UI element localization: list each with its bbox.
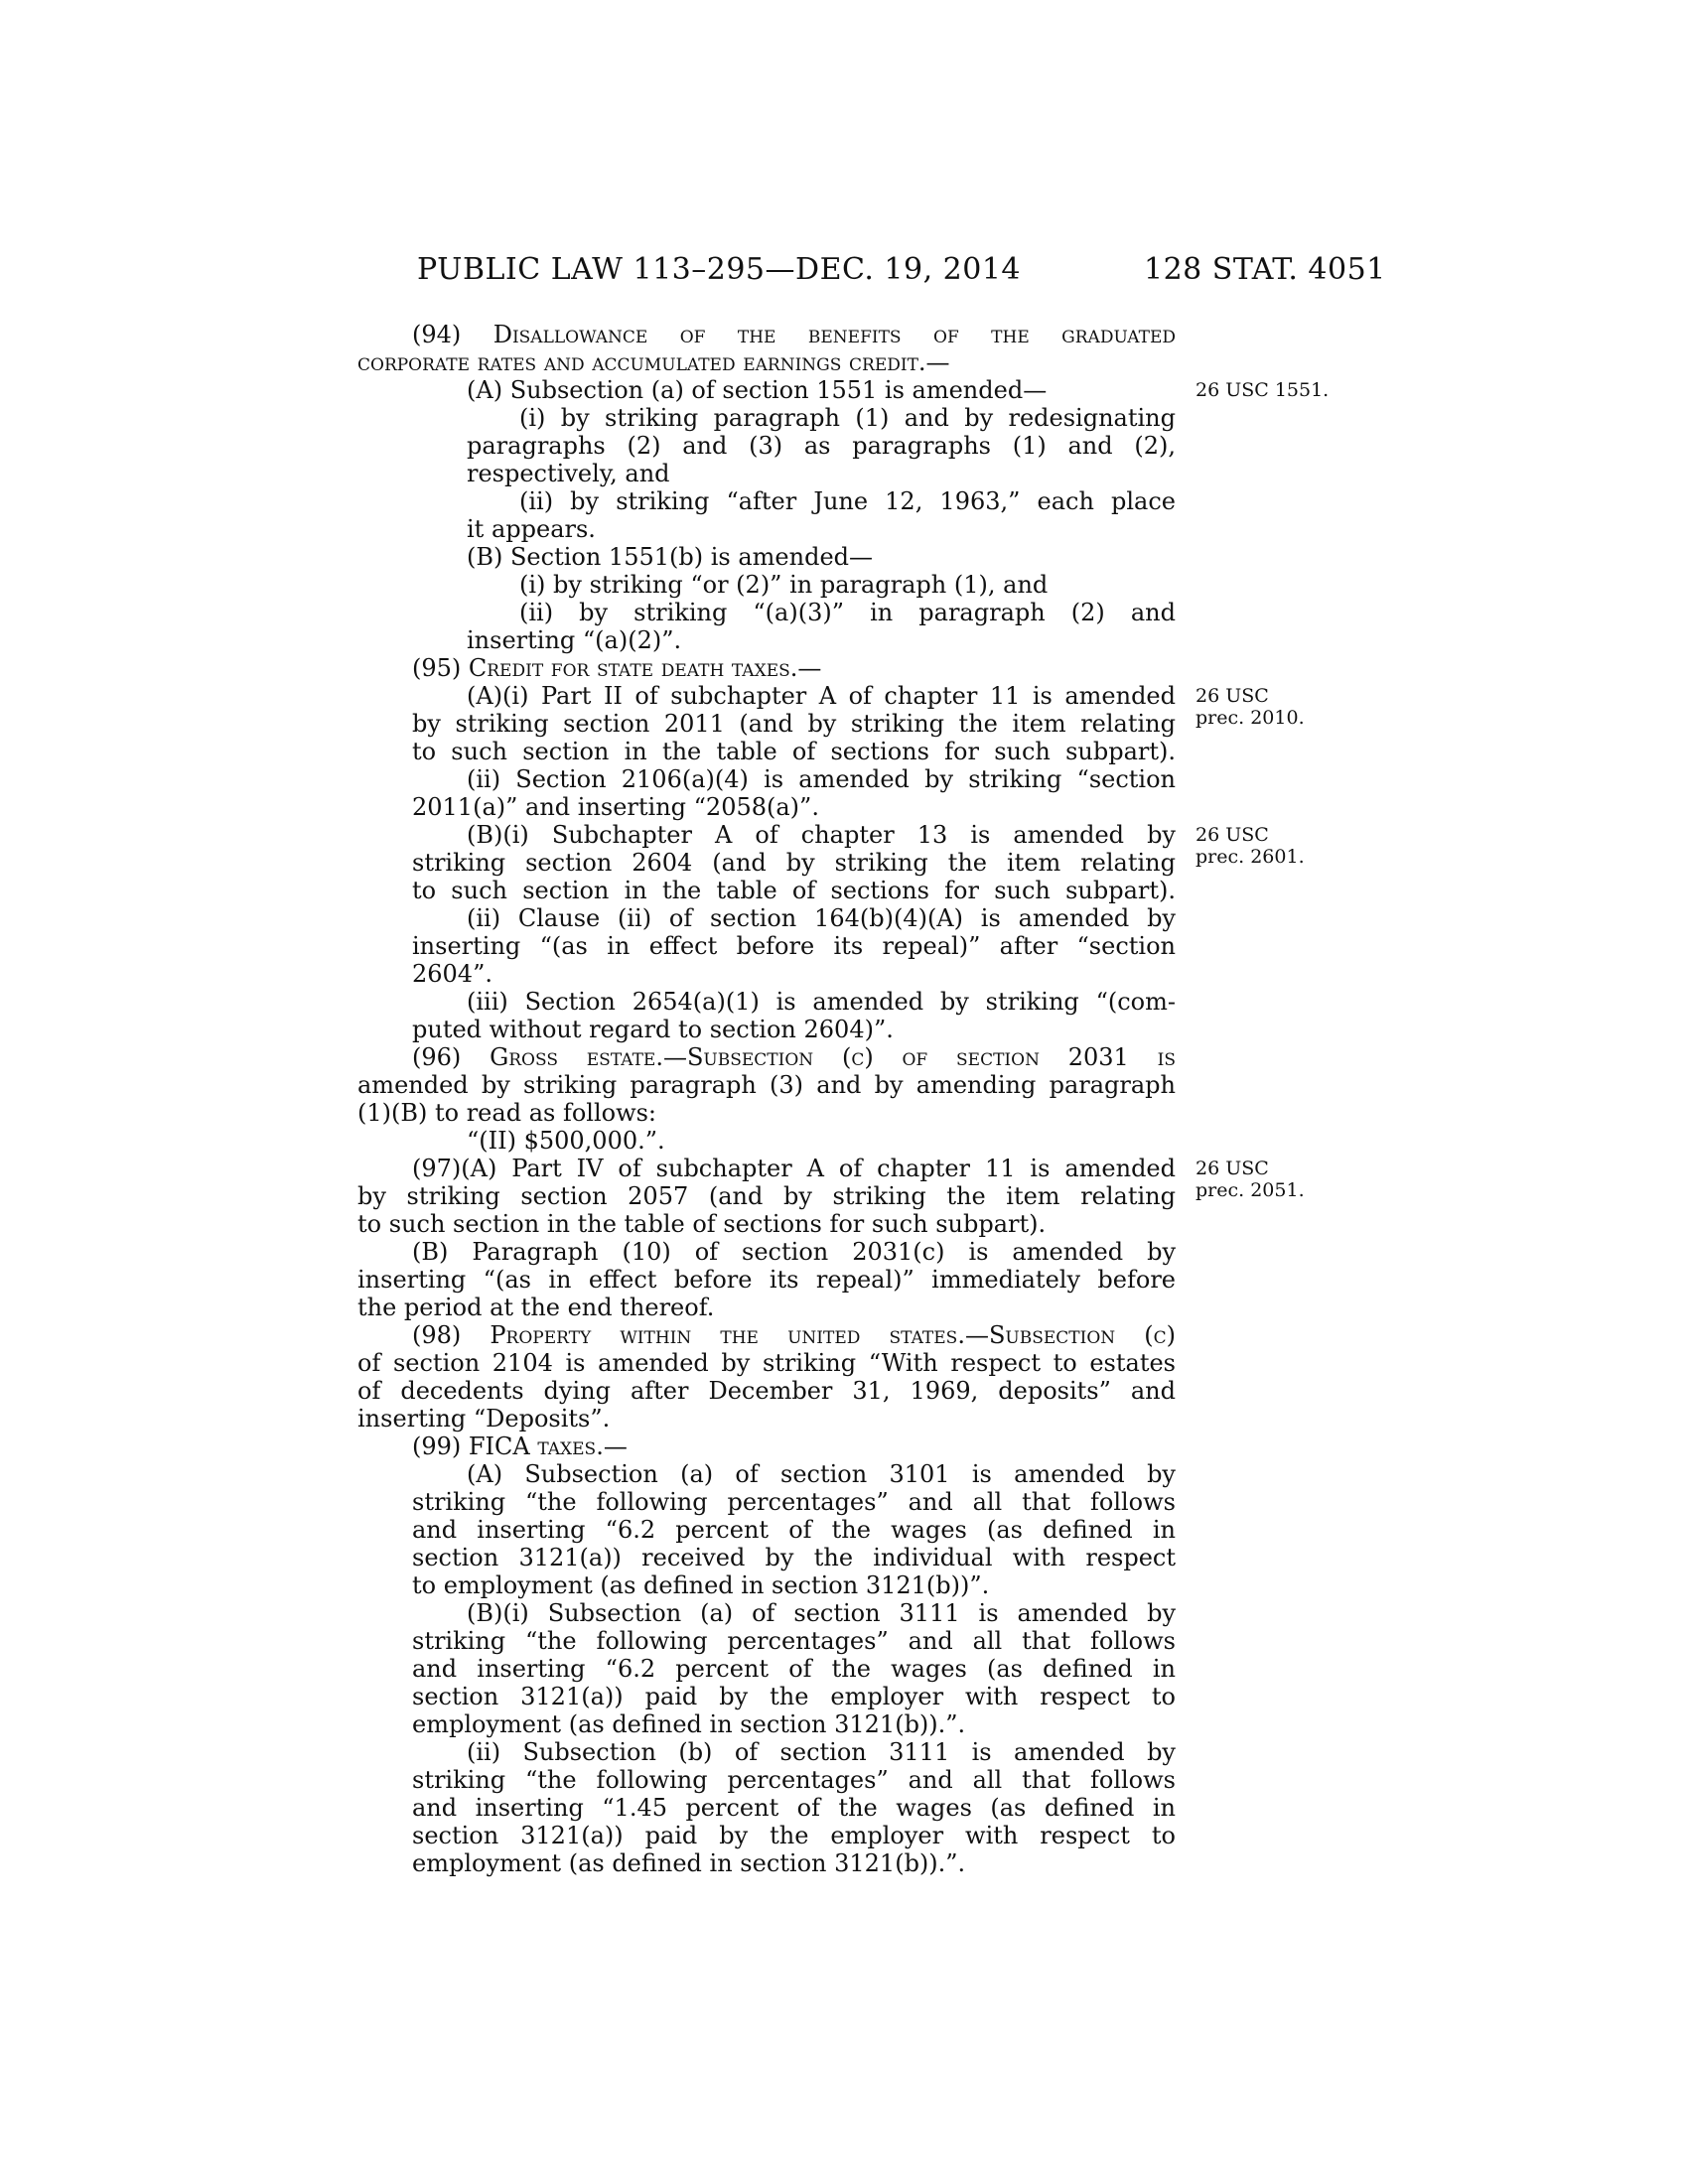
body-line: striking section 2604 (and by striking the item relating (412, 849, 1176, 877)
body-line: (ii) Subsection (b) of section 3111 is amended by (467, 1738, 1176, 1766)
body-line: by striking section 2057 (and by striking the item relating (357, 1182, 1176, 1210)
body-line: of section 2104 is amended by striking “With respect to estates (357, 1349, 1176, 1377)
body-line: section 3121(a)) received by the individual with respect (412, 1544, 1176, 1571)
body-line: (A) Subsection (a) of section 3101 is amended by (467, 1460, 1176, 1488)
body-line: (99) FICA taxes.— (412, 1433, 628, 1460)
body-line: (ii) Section 2106(a)(4) is amended by striking “section (467, 765, 1176, 793)
body-line: respectively, and (467, 460, 670, 487)
body-line: inserting “(as in effect before its repeal)” after “section (412, 932, 1176, 960)
body-line: amended by striking paragraph (3) and by amending paragraph (357, 1071, 1176, 1099)
body-line: (94) Disallowance of the benefits of the graduated (412, 321, 1176, 348)
body-line: paragraphs (2) and (3) as paragraphs (1) and (2), (467, 432, 1176, 460)
body-line: (B) Paragraph (10) of section 2031(c) is amended by (412, 1238, 1176, 1266)
body-line: to such section in the table of sections for such subpart). (412, 877, 1176, 904)
body-line: striking “the following percentages” and all that follows (412, 1766, 1176, 1794)
body-line: (1)(B) to read as follows: (357, 1099, 657, 1127)
margin-citation: prec. 2010. (1196, 707, 1305, 729)
margin-citation: 26 USC (1196, 824, 1269, 846)
body-line: inserting “(a)(2)”. (467, 626, 682, 654)
body-line: (ii) by striking “after June 12, 1963,” each place (519, 487, 1176, 515)
statute-page-number: 128 STAT. 4051 (1144, 252, 1386, 287)
margin-citation: prec. 2601. (1196, 846, 1305, 868)
body-line: (B)(i) Subsection (a) of section 3111 is amended by (467, 1599, 1176, 1627)
body-line: 2011(a)” and inserting “2058(a)”. (412, 793, 819, 821)
body-line: (96) Gross estate.—Subsection (c) of section 2031 is (412, 1043, 1176, 1071)
body-line: (iii) Section 2654(a)(1) is amended by striking “(com- (467, 988, 1176, 1016)
running-head-title: PUBLIC LAW 113–295—DEC. 19, 2014 (417, 252, 1022, 287)
body-line: (A) Subsection (a) of section 1551 is amended— (467, 376, 1048, 404)
body-line: inserting “Deposits”. (357, 1405, 611, 1433)
body-line: employment (as defined in section 3121(b)).”. (412, 1849, 966, 1877)
margin-citation: 26 USC 1551. (1196, 379, 1330, 401)
margin-citation: 26 USC (1196, 685, 1269, 707)
body-line: corporate rates and accumulated earnings credit.— (357, 348, 950, 376)
body-line: it appears. (467, 515, 596, 543)
body-line: (B) Section 1551(b) is amended— (467, 543, 874, 571)
body-line: inserting “(as in effect before its repeal)” immediately before (357, 1266, 1176, 1294)
body-line: (A)(i) Part II of subchapter A of chapter 11 is amended (467, 682, 1176, 710)
body-line: (ii) Clause (ii) of section 164(b)(4)(A) is amended by (467, 904, 1176, 932)
body-line: and inserting “6.2 percent of the wages (as defined in (412, 1516, 1176, 1544)
margin-citation: prec. 2051. (1196, 1179, 1305, 1201)
body-line: “(II) $500,000.”. (467, 1127, 665, 1155)
body-line: (98) Property within the united states.—Subsection (c) (412, 1321, 1176, 1349)
body-line: (95) Credit for state death taxes.— (412, 654, 822, 682)
body-line: to employment (as defined in section 3121(b))”. (412, 1571, 990, 1599)
body-line: striking “the following percentages” and all that follows (412, 1488, 1176, 1516)
body-line: (i) by striking paragraph (1) and by redesignating (519, 404, 1176, 432)
body-line: (i) by striking “or (2)” in paragraph (1), and (519, 571, 1049, 599)
body-line: to such section in the table of sections for such subpart). (412, 738, 1176, 765)
body-line: (ii) by striking “(a)(3)” in paragraph (2) and (519, 599, 1176, 626)
body-line: (B)(i) Subchapter A of chapter 13 is amended by (467, 821, 1176, 849)
body-line: section 3121(a)) paid by the employer with respect to (412, 1822, 1176, 1849)
body-line: of decedents dying after December 31, 1969, deposits” and (357, 1377, 1176, 1405)
body-line: section 3121(a)) paid by the employer with respect to (412, 1683, 1176, 1710)
margin-citation: 26 USC (1196, 1158, 1269, 1179)
body-line: striking “the following percentages” and all that follows (412, 1627, 1176, 1655)
body-line: (97)(A) Part IV of subchapter A of chapter 11 is amended (412, 1155, 1176, 1182)
body-line: and inserting “6.2 percent of the wages (as defined in (412, 1655, 1176, 1683)
body-line: the period at the end thereof. (357, 1294, 715, 1321)
body-line: puted without regard to section 2604)”. (412, 1016, 894, 1043)
body-line: and inserting “1.45 percent of the wages (as defined in (412, 1794, 1176, 1822)
body-line: by striking section 2011 (and by striking the item relating (412, 710, 1176, 738)
body-line: to such section in the table of sections for such subpart). (357, 1210, 1047, 1238)
body-line: 2604”. (412, 960, 492, 988)
body-line: employment (as defined in section 3121(b)).”. (412, 1710, 966, 1738)
